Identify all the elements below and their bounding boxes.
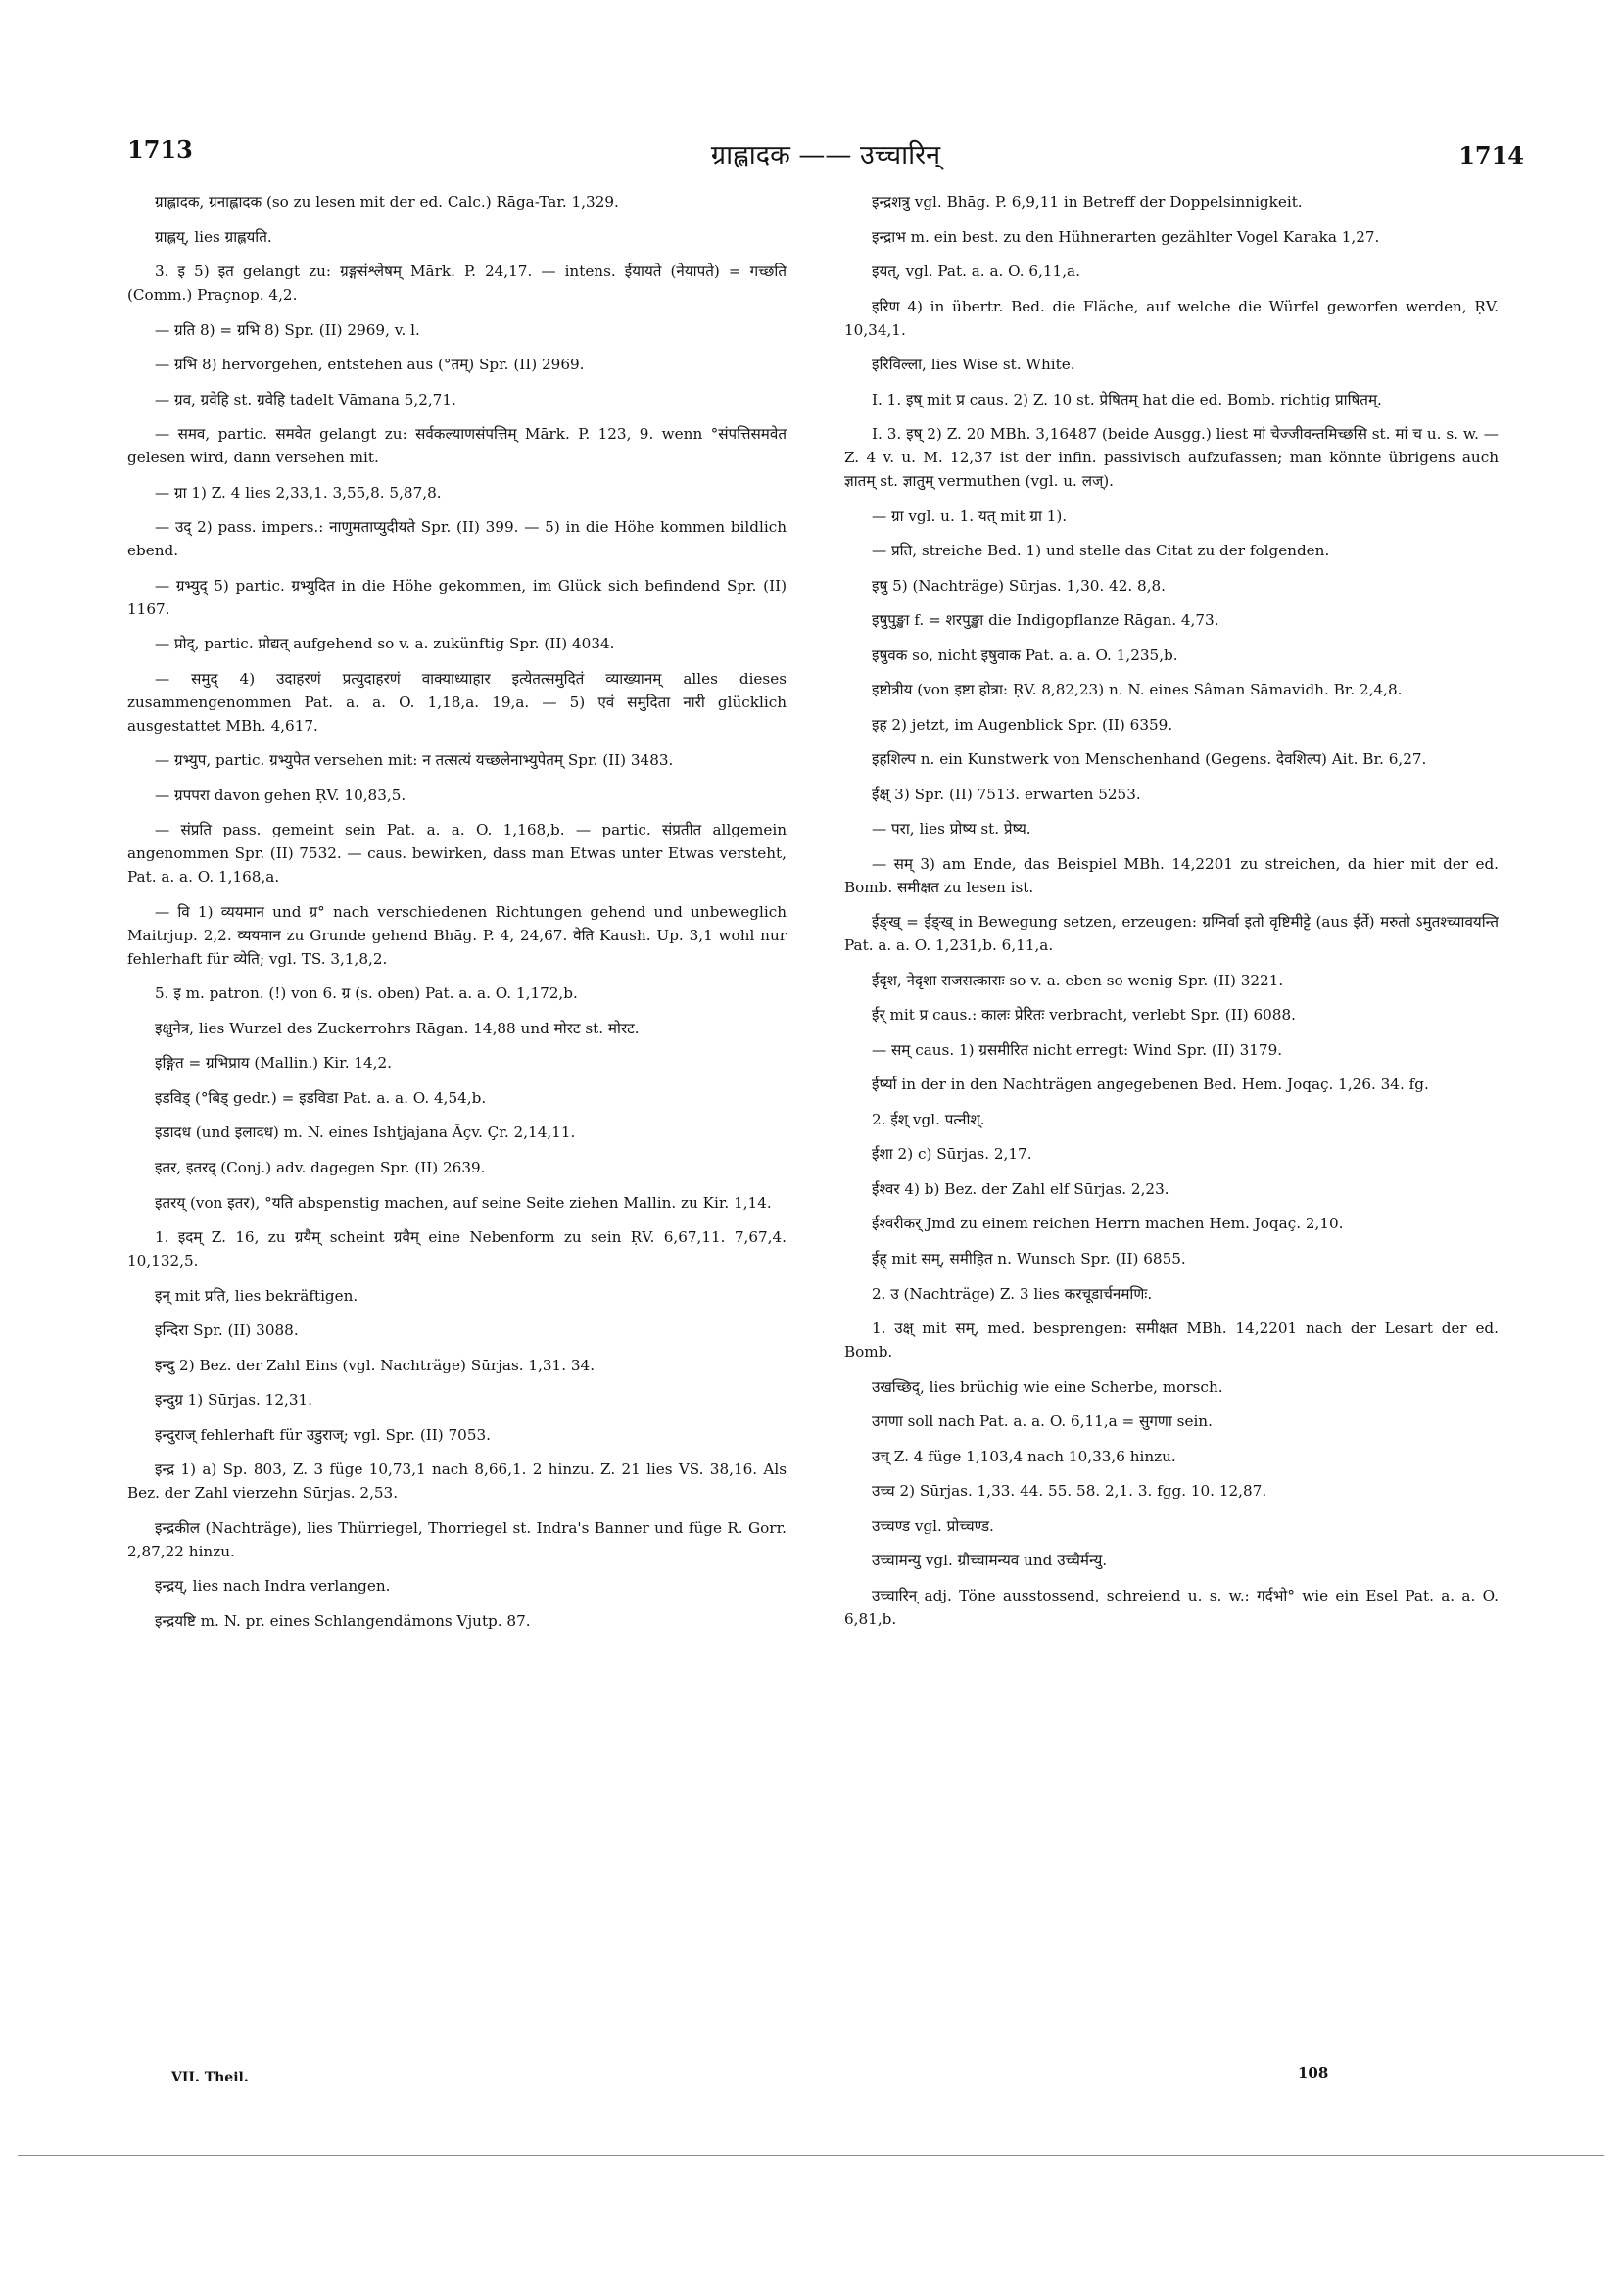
dictionary-entry: — उद् 2) pass. impers.: नाणुमताप्युदीयते Spr. (II) 399. — 5) in die Höhe kommen bildlich ebend. (127, 518, 787, 560)
dictionary-entry: ग्राह्लादक, ग्रनाह्लादक (so zu lesen mit der ed. Calc.) Rāga-Tar. 1,329. (155, 193, 619, 211)
dictionary-entry: — सम् 3) am Ende, das Beispiel MBh. 14,2201 zu streichen, da hier mit der ed. Bomb. समीक्षत zu lesen ist. (844, 854, 1499, 896)
dictionary-entry: 5. इ m. patron. (!) von 6. ग्र (s. oben) Pat. a. a. O. 1,172,b. (155, 984, 578, 1003)
dictionary-entry: — संप्रति pass. gemeint sein Pat. a. a. O. 1,168,b. — partic. संप्रतीत allgemein angenommen Spr. (II) 7532. — caus. bewirken, dass man Etwas unter Etwas versteht, Pat. a. a. O. 1,168,a. (127, 821, 787, 886)
dictionary-entry: ईङ्ख् = ईङ्ख् in Bewegung setzen, erzeugen: ग्रग्निर्वा इतो वृष्टिमीट्टे (aus ईर्ते) मरुतो ऽमुतश्च्यावयन्ति Pat. a. a. O. 1,231,b. 6,11,a. (844, 913, 1499, 955)
dictionary-entry: — ग्रभि 8) hervorgehen, entstehen aus (°तम्) Spr. (II) 2969. (155, 356, 585, 374)
dictionary-entry: ईदृश, नेदृशा राजसत्काराः so v. a. eben so wenig Spr. (II) 3221. (872, 971, 1284, 989)
dictionary-entry: I. 3. इष् 2) Z. 20 MBh. 3,16487 (beide Ausgg.) liest मां चेज्जीवन्तमिच्छसि st. मां च u. s. w. — Z. 4 v. u. M. 12,37 ist der infin. passivisch aufzufassen; man könnte übrigens auch ज्ञातम् st. ज्ञातुम् vermuthen (vgl. u. लज्). (844, 425, 1499, 491)
dictionary-entry: इषु 5) (Nachträge) Sūrjas. 1,30. 42. 8,8. (872, 576, 1167, 595)
part-label: VII. Theil. (171, 2070, 249, 2085)
dictionary-entry: 1. इदम् Z. 16, zu ग्रयैम् scheint ग्रवैम् eine Nebenform zu sein ṚV. 6,67,11. 7,67,4. 10,132,5. (127, 1228, 787, 1270)
running-head: ग्राह्लादक —— उच्चारिन् (710, 140, 941, 170)
right-column (844, 190, 1499, 2110)
dictionary-entry: 2. ईश् vgl. पत्नीश्. (872, 1110, 985, 1128)
dictionary-entry: उच्चारिन् adj. Töne ausstossend, schreiend u. s. w.: गर्दभो° wie ein Esel Pat. a. a. O. 6,81,b. (844, 1586, 1499, 1628)
dictionary-entry: इतरय् (von इतर), °यति abspenstig machen, auf seine Seite ziehen Mallin. zu Kir. 1,14. (155, 1193, 772, 1212)
dictionary-entry: इन्दु 2) Bez. der Zahl Eins (vgl. Nachträge) Sūrjas. 1,31. 34. (155, 1356, 596, 1374)
dictionary-entry: ग्राह्लय्, lies ग्राह्लयति. (155, 227, 272, 246)
dictionary-entry: ईर्ष्या in der in den Nachträgen angegebenen Bed. Hem. Joqaç. 1,26. 34. fg. (872, 1076, 1429, 1094)
dictionary-entry: ईर् mit प्र caus.: कालः प्रेरितः verbracht, verlebt Spr. (II) 6088. (872, 1006, 1296, 1025)
dictionary-entry: इरिविल्ला, lies Wise st. White. (872, 356, 1075, 374)
dictionary-entry: इन्द्रशत्रु vgl. Bhāg. P. 6,9,11 in Betreff der Doppelsinnigkeit. (872, 193, 1303, 211)
dictionary-entry: 3. इ 5) इत gelangt zu: ग्रङ्गसंश्लेषम् Mārk. P. 24,17. — intens. ईयायते (नेयापते) = गच्छति (Comm.) Praçnop. 4,2. (127, 263, 787, 305)
dictionary-entry: — ग्रव, ग्रवेहि st. ग्रवेहि tadelt Vāmana 5,2,71. (155, 390, 456, 408)
dictionary-entry: इषुपुङ्खा f. = शरपुङ्खा die Indigopflanze Rāgan. 4,73. (872, 611, 1219, 630)
dictionary-entry: — ग्रा vgl. u. 1. यत् mit ग्रा 1). (872, 506, 1068, 525)
dictionary-entry: उच्चण्ड vgl. प्रोच्चण्ड. (872, 1516, 994, 1535)
dictionary-entry: इह 2) jetzt, im Augenblick Spr. (II) 6359. (872, 715, 1173, 734)
dictionary-entry: — ग्रति 8) = ग्रभि 8) Spr. (II) 2969, v. l. (155, 320, 420, 339)
dictionary-entry: — ग्रभ्युद् 5) partic. ग्रभ्युदित in die Höhe gekommen, im Glück sich befindend Spr. (II) 1167. (127, 576, 787, 618)
dictionary-entry: इन्दिरा Spr. (II) 3088. (155, 1321, 299, 1340)
left-column (127, 190, 787, 2110)
dictionary-entry: इक्षुनेत्र, lies Wurzel des Zuckerrohrs Rāgan. 14,88 und मोरट st. मोरट. (155, 1019, 640, 1037)
dictionary-entry: ईह् mit सम्, समीहित n. Wunsch Spr. (II) 6855. (872, 1250, 1186, 1268)
dictionary-entry: इन्द्रय्, lies nach Indra verlangen. (155, 1577, 391, 1596)
dictionary-entry: उगणा soll nach Pat. a. a. O. 6,11,a = सुगणा sein. (872, 1412, 1213, 1431)
dictionary-entry: इन्द्रकील (Nachträge), lies Thürriegel, Thorriegel st. Indra's Banner und füge R. Gorr. 2,87,22 hinzu. (127, 1518, 787, 1560)
dictionary-entry: इन्द्रयष्टि m. N. pr. eines Schlangendämons Vjutp. 87. (155, 1611, 531, 1630)
dictionary-entry: — प्रति, streiche Bed. 1) und stelle das Citat zu der folgenden. (872, 542, 1330, 560)
dictionary-entry: इतर, इतरद् (Conj.) adv. dagegen Spr. (II) 2639. (155, 1158, 486, 1176)
dictionary-entry: इडादध (und इलादध) m. N. eines Ishṭjajana Āçv. Çr. 2,14,11. (155, 1124, 576, 1142)
dictionary-entry: ईश्वर 4) b) Bez. der Zahl elf Sūrjas. 2,23. (872, 1179, 1169, 1198)
dictionary-entry: उखच्छिद्, lies brüchig wie eine Scherbe, morsch. (872, 1377, 1223, 1396)
column-gutter (815, 190, 816, 2066)
dictionary-entry: इङ्गित = ग्रभिप्राय (Mallin.) Kir. 14,2. (155, 1054, 392, 1073)
dictionary-entry: ईश्वरीकर् Jmd zu einem reichen Herrn machen Hem. Joqaç. 2,10. (872, 1215, 1344, 1233)
dictionary-entry: 1. उक्ष् mit सम्, med. besprengen: समीक्षत MBh. 14,2201 nach der Lesart der ed. Bomb. (844, 1319, 1499, 1362)
dictionary-entry: उच् Z. 4 füge 1,103,4 nach 10,33,6 hinzu. (872, 1447, 1176, 1465)
dictionary-entry: 2. उ (Nachträge) Z. 3 lies करचूडार्चनमणिः. (872, 1284, 1153, 1303)
dictionary-entry: इन्द्र 1) a) Sp. 803, Z. 3 füge 10,73,1 nach 8,66,1. 2 hinzu. Z. 21 lies VS. 38,16. Als Bez. der Zahl vierzehn Sūrjas. 2,53. (127, 1460, 787, 1503)
dictionary-entry: इहशिल्प n. ein Kunstwerk von Menschenhand (Gegens. देवशिल्प) Ait. Br. 6,27. (872, 750, 1427, 769)
dictionary-entry: — ग्रभ्युप, partic. ग्रभ्युपेत versehen mit: न तत्सत्यं यच्छलेनाभ्युपेतम् Spr. (II) 3483. (155, 751, 674, 770)
dictionary-entry: इन्दुराज् fehlerhaft für उडुराज्; vgl. Spr. (II) 7053. (155, 1425, 491, 1444)
dictionary-entry: इषुवक so, nicht इषुवाक Pat. a. a. O. 1,235,b. (872, 646, 1178, 664)
dictionary-entry: इन् mit प्रति, lies bekräftigen. (155, 1286, 358, 1305)
dictionary-entry: I. 1. इष् mit प्र caus. 2) Z. 10 st. प्रेषितम् hat die ed. Bomb. richtig प्राषितम्. (872, 390, 1382, 408)
dictionary-entry: इन्दुग्र 1) Sūrjas. 12,31. (155, 1391, 312, 1410)
dictionary-entry: — वि 1) व्ययमान und ग्र° nach verschiedenen Richtungen gehend und unbeweglich Maitrjup. 2,2. व्ययमान zu Grunde gehend Bhāg. P. 4, 24,67. वेति Kaush. Up. 3,1 wohl nur fehlerhaft für व्येति; vgl. TS. 3,1,8,2. (127, 902, 787, 968)
page-number-left: 1713 (127, 135, 193, 164)
dictionary-entry: इयत्, vgl. Pat. a. a. O. 6,11,a. (872, 263, 1080, 281)
dictionary-entry: — प्रोद्, partic. प्रोद्यत् aufgehend so v. a. zukünftig Spr. (II) 4034. (155, 635, 615, 653)
dictionary-entry: इष्टोत्रीय (von इष्टा होत्रा: ṚV. 8,82,23) n. N. eines Sâman Sāmavidh. Br. 2,4,8. (872, 681, 1403, 699)
dictionary-entry: ईशा 2) c) Sūrjas. 2,17. (872, 1145, 1032, 1164)
dictionary-entry: — समुद् 4) उदाहरणं प्रत्युदाहरणं वाक्याध्याहार इत्येतत्समुदितं व्याख्यानम् alles dieses zusammengenommen Pat. a. a. O. 1,18,a. 19,a. — 5) एवं समुदिता नारी glücklich ausgestattet MBh. 4,617. (127, 669, 787, 735)
dictionary-entry: ईक्ष् 3) Spr. (II) 7513. erwarten 5253. (872, 785, 1141, 803)
dictionary-entry: — सम् caus. 1) ग्रसमीरित nicht erregt: Wind Spr. (II) 3179. (872, 1040, 1283, 1059)
dictionary-entry: — ग्रा 1) Z. 4 lies 2,33,1. 3,55,8. 5,87,8. (155, 483, 442, 502)
dictionary-entry: उच्च 2) Sūrjas. 1,33. 44. 55. 58. 2,1. 3. fgg. 10. 12,87. (872, 1482, 1267, 1501)
dictionary-entry: — परा, lies प्रोष्य st. प्रेष्य. (872, 820, 1031, 838)
dictionary-entry: उच्चामन्यु vgl. ग्रौच्चामन्यव und उच्चैर्मन्यु. (872, 1552, 1108, 1570)
dictionary-entry: — समव, partic. समवेत gelangt zu: सर्वकल्याणसंपत्तिम् Mārk. P. 123, 9. wenn °संपत्तिसमवेत gelesen wird, dann versehen mit. (127, 425, 787, 467)
dictionary-entry: इडविड् (°बिड् gedr.) = इडविडा Pat. a. a. O. 4,54,b. (155, 1088, 487, 1107)
dictionary-entry: इरिण 4) in übertr. Bed. die Fläche, auf welche die Würfel geworfen werden, ṚV. 10,34,1. (844, 297, 1499, 339)
page-number-right: 1714 (1458, 141, 1524, 169)
dictionary-entry: इन्द्राभ m. ein best. zu den Hühnerarten gezählter Vogel Karaka 1,27. (872, 227, 1380, 246)
signature-mark: 108 (1298, 2064, 1329, 2081)
bottom-rule (18, 2155, 1604, 2156)
page-header (127, 135, 1524, 174)
dictionary-entry: — ग्रपपरा davon gehen ṚV. 10,83,5. (155, 786, 406, 804)
